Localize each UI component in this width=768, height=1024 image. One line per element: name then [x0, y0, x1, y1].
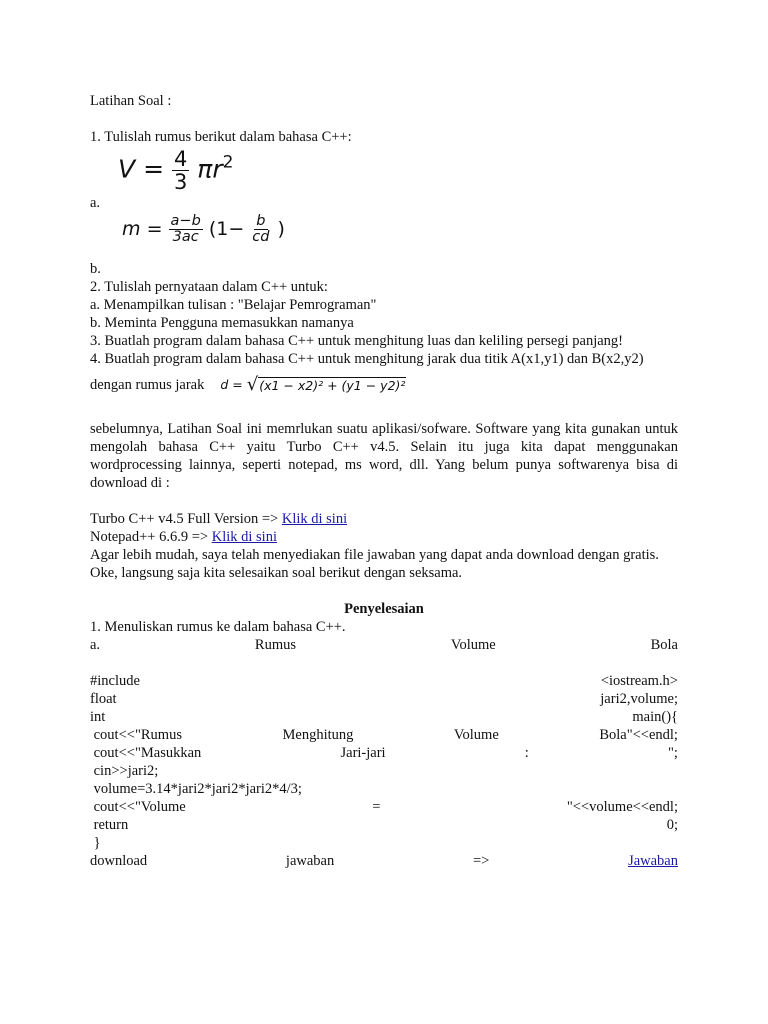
code-line: #include <iostream.h> — [90, 673, 678, 689]
solution-1: 1. Menuliskan rumus ke dalam bahasa C++. — [90, 619, 346, 635]
formula-b-lhs: m — [122, 218, 141, 241]
question-1: 1. Tulislah rumus berikut dalam bahasa C++: — [90, 129, 352, 145]
code-line: volume=3.14*jari2*jari2*jari2*4/3; — [90, 781, 302, 797]
distance-formula-row — [90, 368, 678, 402]
question-3: 3. Buatlah program dalam bahasa C++ untuk menghitung luas dan keliling persegi panjang! — [90, 333, 623, 349]
code-line: float jari2,volume; — [90, 691, 678, 707]
document-body — [90, 92, 678, 870]
answer-download-link[interactable]: Jawaban — [628, 853, 678, 869]
formula-a-rhs: πr — [197, 154, 223, 184]
notepad-download-link[interactable]: Klik di sini — [211, 529, 277, 545]
oke-line: Oke, langsung saja kita selesaikan soal berikut dengan seksama. — [90, 565, 463, 581]
formula-volume: V = $\frac{4}{3}$ $\pi r^2$ — [118, 147, 234, 195]
code-line: cout<<"Rumus Menghitung Volume Bola"<<endl; — [90, 727, 678, 743]
formula-a-exponent: 2 — [222, 152, 234, 173]
doc-title: Latihan Soal : — [90, 93, 172, 109]
easier-paragraph: Agar lebih mudah, saya telah menyediakan file jawaban yang dapat anda download dengan gratis. — [90, 547, 659, 563]
notepad-download-line: Notepad++ 6.6.9 => Klik di sini — [90, 529, 277, 545]
formula-b-label: b. — [90, 261, 101, 277]
code-line: return 0; — [90, 817, 678, 833]
solution-heading: Penyelesaian — [344, 601, 424, 617]
formula-a-lhs: V — [118, 154, 136, 184]
formula-b-fraction-1: $\frac{a-b}{3ac}$ — [170, 213, 201, 246]
turbo-download-line: Turbo C++ v4.5 Full Version => Klik di sini — [90, 511, 348, 527]
distance-formula: d = √ (x1 − x2)² + (y1 − y2)² — [220, 374, 406, 395]
solution-1a: a. Rumus Volume Bola — [90, 637, 678, 653]
code-line: cout<<"Masukkan Jari-jari : "; — [90, 745, 678, 761]
turbo-download-link[interactable]: Klik di sini — [281, 511, 348, 527]
code-line: cin>>jari2; — [90, 763, 159, 779]
question-2b: b. Meminta Pengguna memasukkan namanya — [90, 315, 354, 331]
distance-formula-label: dengan rumus jarak — [90, 377, 205, 393]
sqrt-icon: √ — [246, 374, 259, 395]
question-2: 2. Tulislah pernyataan dalam C++ untuk: — [90, 279, 328, 295]
code-line: } — [90, 835, 101, 851]
question-2a: a. Menampilkan tulisan : "Belajar Pemrograman" — [90, 297, 377, 313]
question-4: 4. Buatlah program dalam bahasa C++ untuk menghitung jarak dua titik A(x1,y1) dan B(x2,y2) — [90, 351, 644, 367]
code-line: cout<<"Volume = "<<volume<<endl; — [90, 799, 678, 815]
formula-a-label: a. — [90, 195, 101, 211]
code-line: int main(){ — [90, 709, 678, 725]
formula-a-fraction: $\frac{4}{3}$ — [173, 147, 188, 195]
intro-paragraph: sebelumnya, Latihan Soal ini memrlukan suatu aplikasi/sofware. Software yang kita gunakan untuk mengolah bahasa C++ yaitu Turbo C++ v4.5. Selain itu juga kita dapat menggunakan wordprocessing lainnya, seperti notepad, ms word, dll. Yang belum punya softwarenya bisa di download di : — [90, 421, 678, 491]
formula-m: m = $\frac{a-b}{3ac}$ (1− $\frac{b}{cd}$ ) — [122, 213, 285, 246]
formula-b-fraction-2: $\frac{b}{cd}$ — [252, 213, 270, 246]
download-answer-row: download jawaban => Jawaban — [90, 853, 678, 869]
